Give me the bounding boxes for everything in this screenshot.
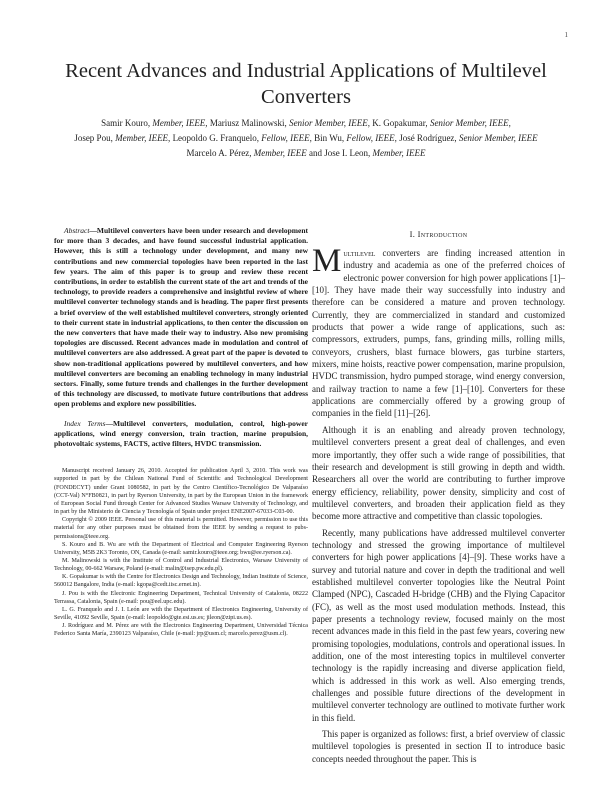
author-affiliation: Fellow, IEEE, bbox=[346, 133, 397, 143]
author-name: Marcelo A. Pérez, bbox=[186, 148, 252, 158]
footnotes bbox=[54, 467, 308, 638]
author-affiliation: Member, IEEE, bbox=[152, 118, 208, 128]
drop-cap: M bbox=[312, 243, 342, 279]
page-number: 1 bbox=[564, 31, 568, 39]
footnote: J. Pou is with the Electronic Engineering Department, Technical University of Catalonia, 08222 Terrassa, Catalonia, Spain (e-mail: pou@eel.upc.edu). bbox=[54, 590, 308, 605]
left-column bbox=[54, 226, 308, 639]
footnote: S. Kouro and B. Wu are with the Department of Electrical and Computer Engineering Ryerson University, M5B 2K3 Toronto, ON, Canada (e-mail: samir.kouro@ieee.org; bwu@ee.ryerson.ca). bbox=[54, 541, 308, 556]
paper-title: Recent Advances and Industrial Applications of Multilevel Converters bbox=[65, 60, 547, 108]
abstract bbox=[54, 226, 308, 410]
author-name: Leopoldo G. Franquelo, bbox=[172, 133, 260, 143]
author-name: K. Gopakumar, bbox=[372, 118, 428, 128]
footnote: Copyright © 2009 IEEE. Personal use of this material is permitted. However, permission to use this material for any other purposes must be obtained from the IEEE by sending a request to pubs-permissions@ieee.org. bbox=[54, 517, 308, 540]
author-affiliation: Member, IEEE bbox=[372, 148, 426, 158]
author-name: and Jose I. Leon, bbox=[309, 148, 371, 158]
footnote: L. G. Franquelo and J. I. León are with the Department of Electronics Engineering, University of Seville, 41092 Seville, Spain (e-mail: leopoldo@gte.esi.us.es; jileon@zipi.us.es). bbox=[54, 606, 308, 622]
author-name: Mariusz Malinowski, bbox=[209, 118, 287, 128]
footnote: M. Malinowski is with the Institute of Control and Industrial Electronics, Warsaw University of Technology, 00-662 Warsaw, Poland (e-mail: malin@isep.pw.edu.pl). bbox=[54, 557, 308, 573]
index-terms-label: Index Terms bbox=[64, 418, 106, 428]
right-column bbox=[312, 226, 565, 765]
author-affiliation: Senior Member, IEEE, bbox=[429, 118, 511, 128]
author-affiliation: Senior Member, IEEE bbox=[458, 133, 538, 143]
author-name: José Rodríguez, bbox=[399, 133, 457, 143]
first-word: ultilevel bbox=[343, 248, 376, 258]
abstract-text: —Multilevel converters have been under research and development for more than 3 decades, and have found successful industrial application. However, this is still a technology under development, and many new contributions and new commercial topologies have been reported in the last few years. The aim of this paper is to group and review these recent contributions, in order to establish the current state of the art and trends of the technology, to provide readers a comprehensive and insightful review of where multilevel converter technology stands and is heading. The paper first presents a brief overview of the well established multilevel converters, strongly oriented to their current state in industrial applications, to then center the discussion on the new converters that have made their way to industry. Also new promising topologies are discussed. Recent advances made in modulation and control of multilevel converters are also addressed. A great part of the paper is devoted to show non-traditional applications powered by multilevel converters, and how multilevel converters are becoming an enabling technology in many industrial sectors. Finally, some future trends and challenges in the further development of this technology are discussed, to motivate future contributions that address open problems and explore new possibilities. bbox=[54, 226, 308, 409]
index-terms bbox=[54, 419, 308, 450]
author-name: Josep Pou, bbox=[74, 133, 113, 143]
author-affiliation: Fellow, IEEE, bbox=[261, 133, 312, 143]
author-affiliation: Member, IEEE, bbox=[115, 133, 171, 143]
author-affiliation: Senior Member, IEEE, bbox=[289, 118, 371, 128]
intro-paragraph-4: This paper is organized as follows: first, a brief overview of classic multilevel topologies is presented in section II to introduce basic concepts needed throughout the paper. This is bbox=[312, 729, 565, 764]
intro-paragraph-3: Recently, many publications have addressed multilevel converter technology and stressed the growing importance of multilevel converters for high power applications [4]–[9]. These works have a survey and tutorial nature and cover in depth the traditional and well established multilevel converter topologies like the Neutral Point Clamped (NPC), Cascaded H-bridge (CHB) and the Flying Capacitor (FC), as well as the most used modulation methods. Instead, this paper presents a technology review, focused mainly on the most recent advances made in this field in the past few years, covering new promising topologies, modulations, controls and operational issues. In addition, one of the most interesting topics in multilevel converter technology is the rapidly increasing and diverse application field, which is addressed in this work as well. Also emerging trends, challenges and possible future directions of the development in multilevel converter technology are outlined to motivate further work in this field. bbox=[312, 527, 565, 723]
intro-paragraph-1 bbox=[312, 243, 565, 420]
paragraph-text: converters are finding increased attention in industry and academia as one of the preferred choices of electronic power conversion for high power applications [1]–[10]. They have made their way successfully into industry and therefore can be considered a mature and proven technology. Currently, they are commercialized in standard and customized products that power a wide range of applications, such as: compressors, extruders, pumps, fans, grinding mills, rolling mills, conveyors, crushers, blast furnace blowers, gas turbine starters, mixers, mine hoists, reactive power compensation, marine propulsion, HVDC transmission, hydro pumped storage, wind energy conversion, and railway traction to name a few [1]–[10]. Converters for these applications are commercially offered by a growing group of companies in the field [11]–[26]. bbox=[312, 248, 565, 419]
intro-paragraph-2: Although it is an enabling and already proven technology, multilevel converters present a great deal of challenges, and even more importantly, they offer such a wide range of possibilities, that their research and development is still growing in depth and width. Researchers all over the world are contributing to further improve energy efficiency, reliability, power density, simplicity and cost of multilevel converters, and broaden their application field as they become more attractive and competitive than classic topologies. bbox=[312, 424, 565, 522]
section-number: I. bbox=[409, 229, 416, 239]
footnote: K. Gopakumar is with the Centre for Electronics Design and Technology, Indian Institute of Science, 560012 Bangalore, India (e-mail: kgopa@cedt.iisc.ernet.in). bbox=[54, 574, 308, 589]
author-name: Samir Kouro, bbox=[101, 118, 151, 128]
author-affiliation: Member, IEEE bbox=[253, 148, 307, 158]
index-terms-text: —Multilevel converters, modulation, control, high-power applications, wind energy conversion, train traction, marine propulsion, photovoltaic systems, FACTS, active filters, HVDC transmission. bbox=[54, 418, 308, 449]
abstract-label: Abstract bbox=[64, 226, 90, 235]
author-list bbox=[56, 116, 556, 161]
footnote: Manuscript received January 26, 2010. Accepted for publication April 3, 2010. This work was supported in part by the Chilean National Fund of Scientific and Technological Development (FONDECYT) under Grant 1080582, in part by the Centro Científico-Tecnológico De Valparaíso (CCT-Val) N°FB0821, in part by Ryerson University, in part by the European Union in the framework of European Social Fund through Center for Advanced Studies Warsaw University of Technology, and in part by the Ministerio de Ciencia y Tecnología of Spain under project ENE2007-67033-C03-00. bbox=[54, 468, 308, 516]
footnote: J. Rodríguez and M. Pérez are with the Electronics Engineering Department, Universidad Técnica Federico Santa María, 2390123 Valparaíso, Chile (e-mail: jrp@usm.cl; marcelo.perez@usm.cl). bbox=[54, 623, 308, 638]
section-title: Introduction bbox=[417, 229, 468, 239]
section-heading bbox=[312, 229, 565, 239]
author-name: Bin Wu, bbox=[314, 133, 345, 143]
